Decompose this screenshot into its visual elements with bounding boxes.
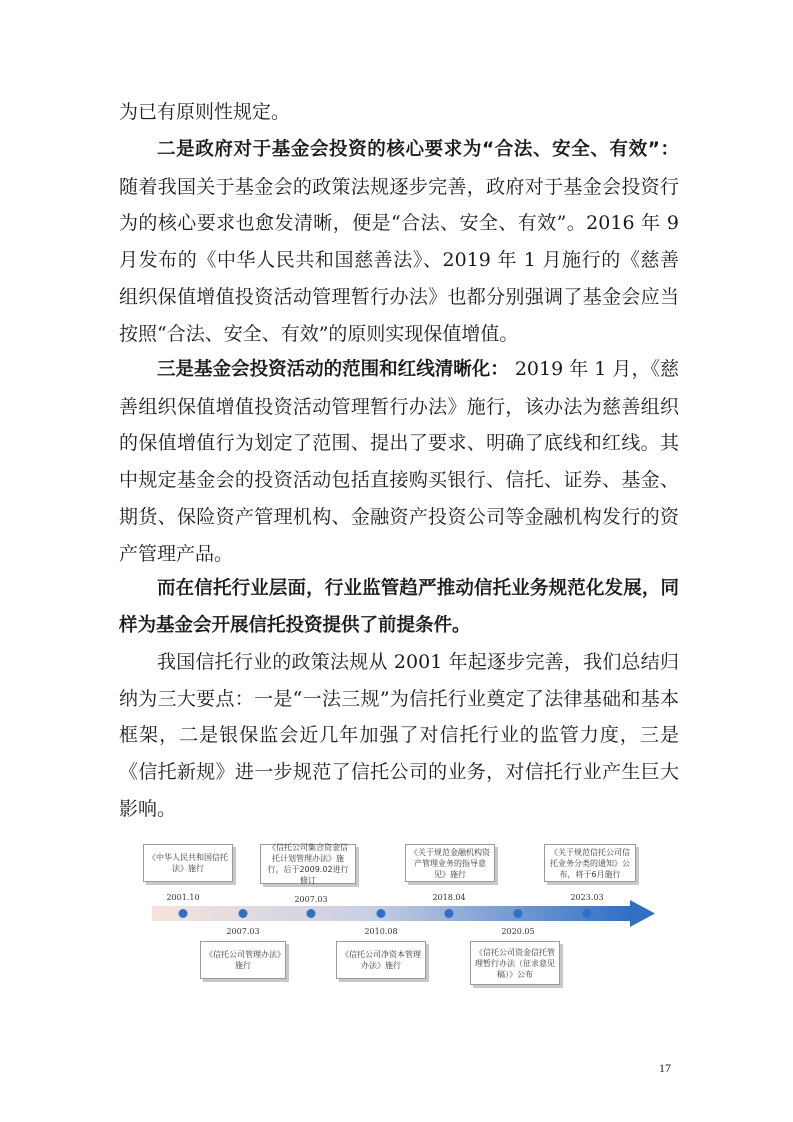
timeline-dot [307,909,316,918]
timeline-date: 2010.08 [364,927,398,936]
timeline-event-box: 《信托公司集合资金信托计划管理办法》施行，后于2009.02进行修订 [260,844,356,884]
timeline-event-box: 《关于规范信托公司信托业务分类的通知》公布，将于6月施行 [544,844,636,882]
timeline-date: 2001.10 [166,893,200,902]
timeline-date: 2007.03 [226,927,260,936]
timeline-event-box: 《关于规范金融机构资产管理业务的指导意见》施行 [405,844,495,882]
timeline-dot [377,909,386,918]
timeline-dot [514,909,523,918]
paragraph-body: 随着我国关于基金会的政策法规逐步完善，政府对于基金会投资行为的核心要求也愈发清晰，便是“合法、安全、有效”。2016 年 9 月发布的《中华人民共和国慈善法》、2019 年 1 月施行的《慈善组织保值增值投资活动管理暂行办法》也都分别强调了基金会应当按照“合法、安全、有效”的原则实现保值增值。 [119,175,679,345]
timeline-dot [445,909,454,918]
paragraph-body: 2019 年 1 月，《慈善组织保值增值投资活动管理暂行办法》施行，该办法为慈善组织的保值增值行为划定了范围、提出了要求、明确了底线和红线。其中规定基金会的投资活动包括直接购买银行、信托、证券、基金、期货、保险资产管理机构、金融资产投资公司等金融机构发行的资产管理产品。 [119,358,679,565]
timeline-dot [239,909,248,918]
paragraph-lead: 二是政府对于基金会投资的核心要求为“合法、安全、有效”： [157,139,679,160]
timeline-arrow-head [630,900,655,927]
timeline-event-box: 《信托公司管理办法》施行 [200,941,286,979]
paragraph-lead: 三是基金会投资活动的范围和红线清晰化： [157,359,509,380]
timeline-dot [583,909,592,918]
timeline-event-box: 《信托公司净资本管理办法》施行 [336,941,426,979]
timeline-dot [179,909,188,918]
paragraph-trust-industry: 而在信托行业层面，行业监管趋严推动信托业务规范化发展，同样为基金会开展信托投资提供了前提条件。 [119,578,679,636]
paragraph-continuation: 为已有原则性规定。 [119,101,291,123]
page-number: 17 [659,1061,671,1075]
paragraph-investment-scope [119,351,679,572]
timeline-date: 2007.03 [294,895,328,904]
timeline-date: 2018.04 [432,893,466,902]
paragraph-trust-regulations: 我国信托行业的政策法规从 2001 年起逐步完善，我们总结归纳为三大要点：一是“一法三规”为信托行业奠定了法律基础和基本框架，二是银保监会近几年加强了对信托行业的监管力度，三是《信托新规》进一步规范了信托公司的业务，对信托行业产生巨大影响。 [119,651,679,820]
timeline-arrow-shaft [152,906,632,921]
timeline-event-box: 《信托公司资金信托管理暂行办法（征求意见稿）》公布 [470,941,560,985]
paragraph-government-requirements [119,131,679,352]
timeline-date: 2020.05 [501,927,535,936]
timeline-event-box: 《中华人民共和国信托法》施行 [143,844,233,882]
timeline-date: 2023.03 [570,893,604,902]
